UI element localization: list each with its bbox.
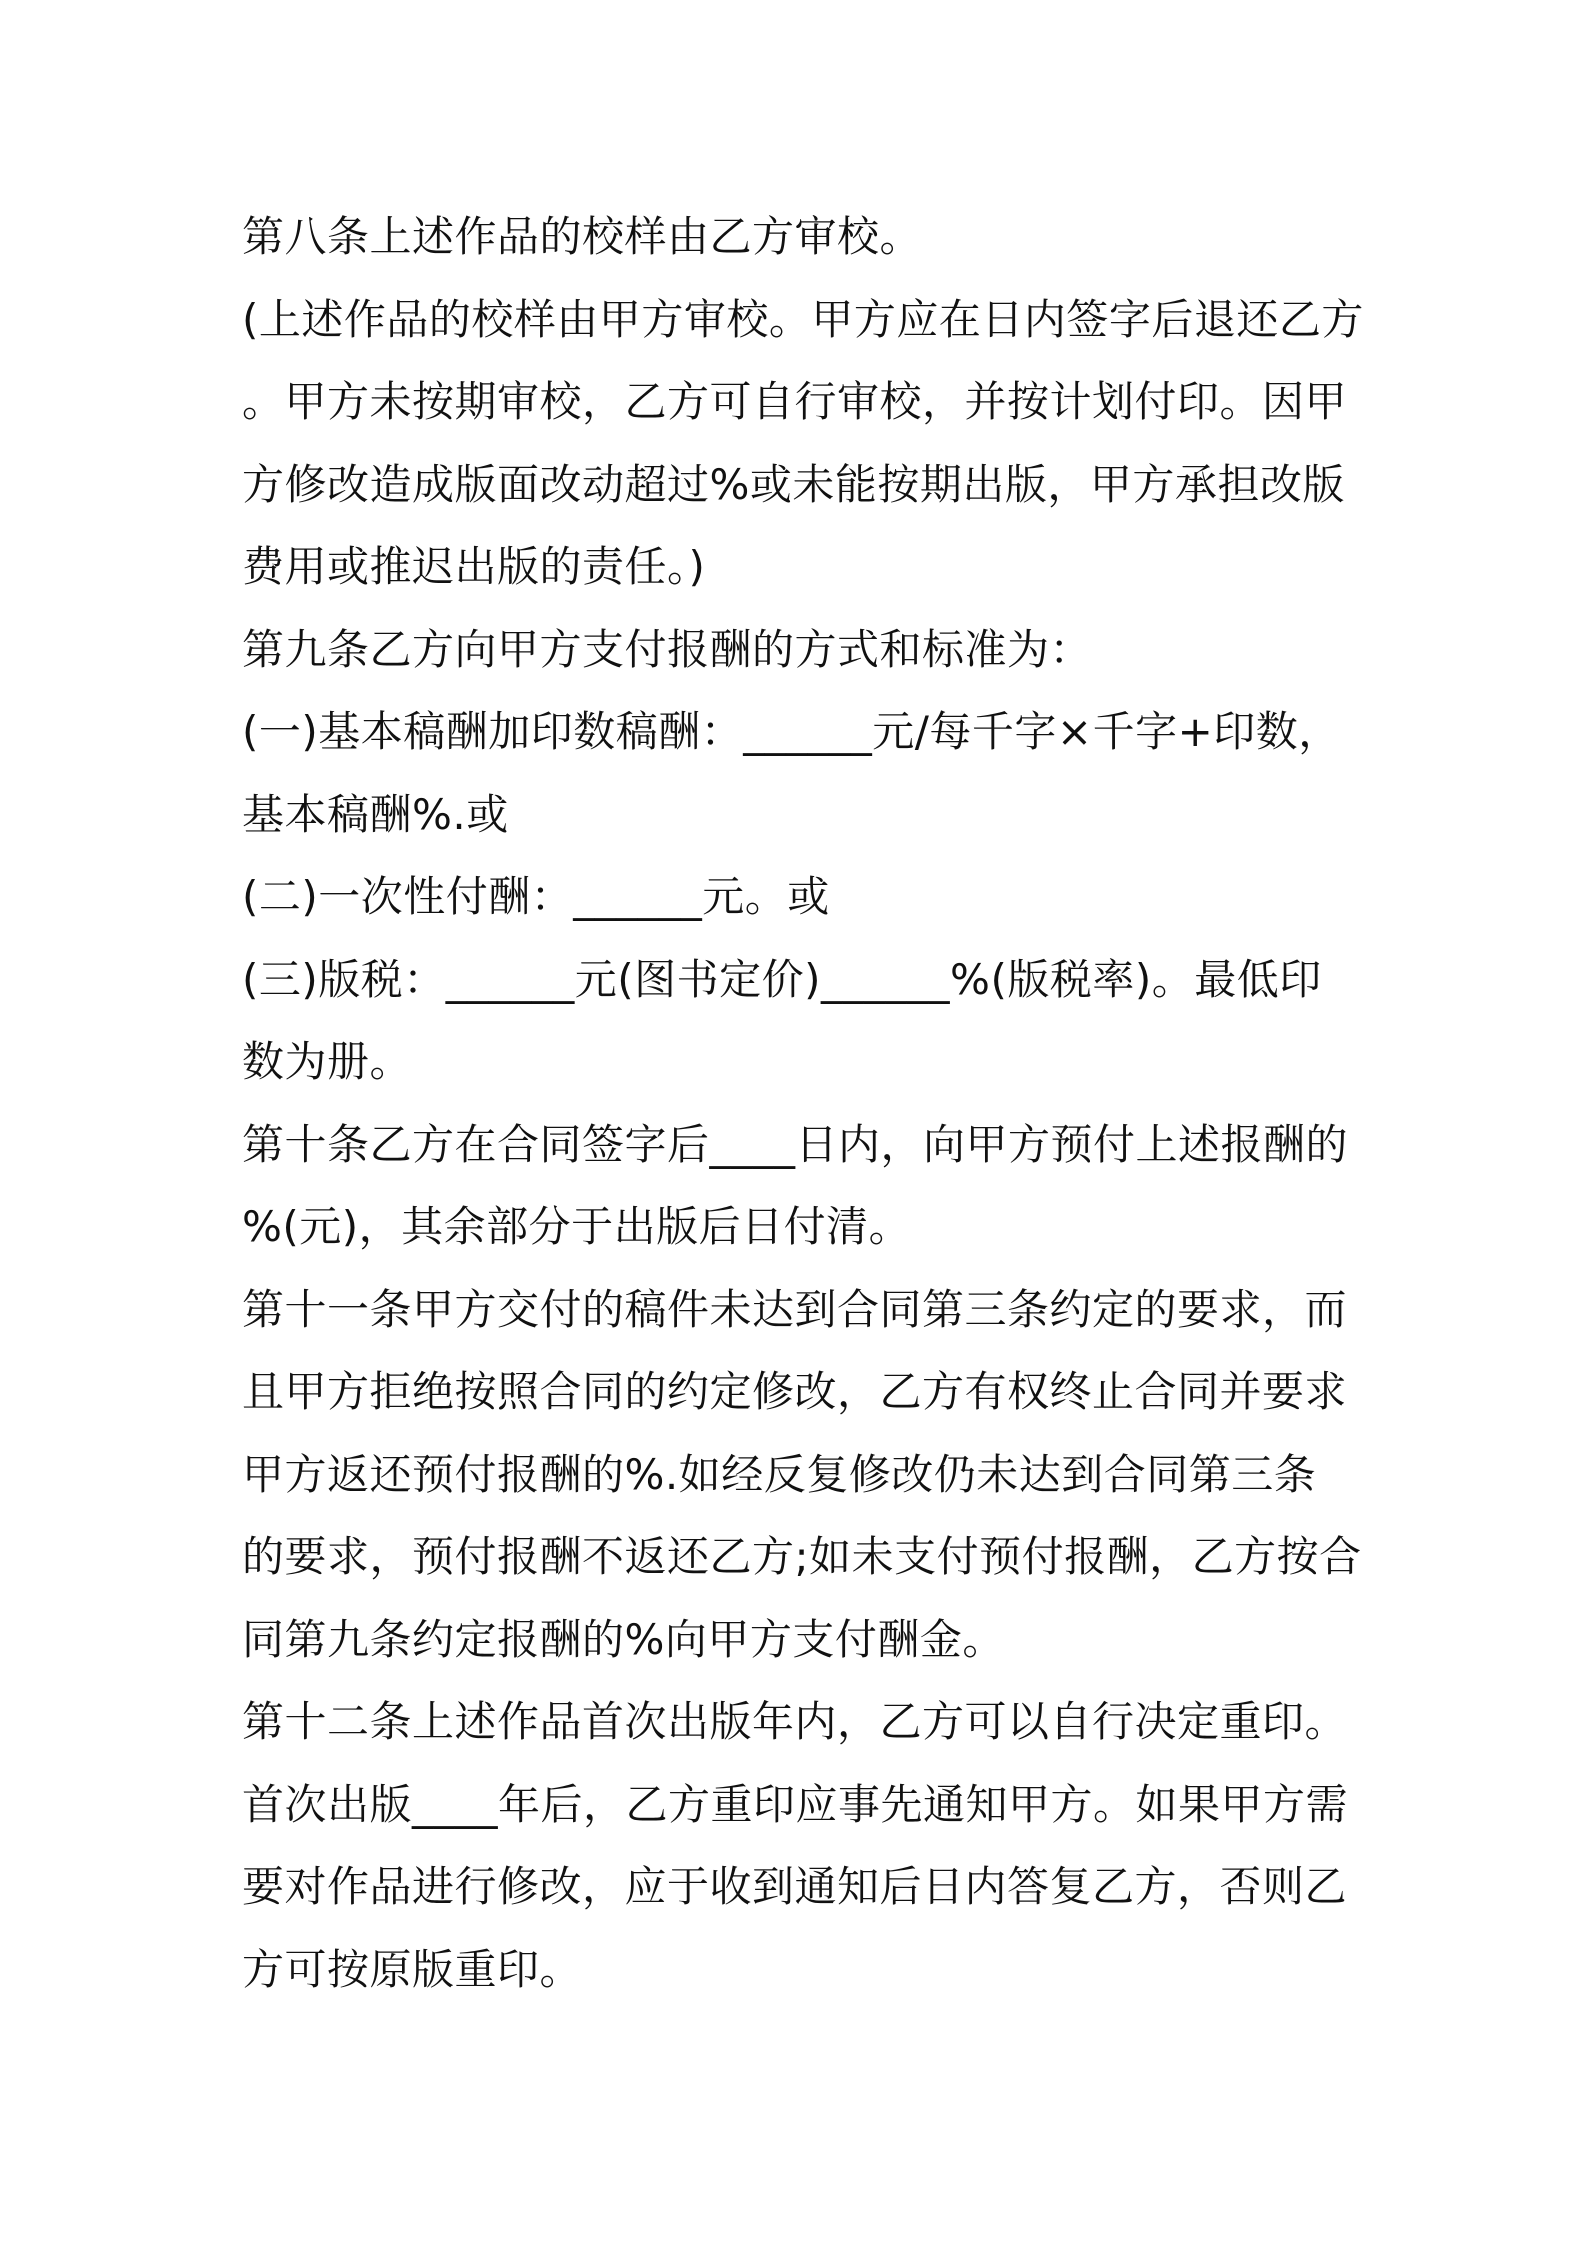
text-line: 方修改造成版面改动超过%或未能按期出版，甲方承担改版 [242,459,1345,509]
text-line: 且甲方拒绝按照合同的约定修改，乙方有权终止合同并要求 [242,1367,1348,1416]
document-body [242,196,1362,2011]
text-line: (上述作品的校样由甲方审校。甲方应在日内签字后退还乙方 [242,294,1364,344]
text-line: 第十二条上述作品首次出版年内，乙方可以自行决定重印。 [242,1697,1348,1746]
text-line: 第八条上述作品的校样由乙方审校。 [242,212,923,261]
text-line: (一)基本稿酬加印数稿酬：______元/每千字×千字+印数， [242,707,1341,756]
text-line: 的要求，预付报酬不返还乙方;如未支付预付报酬，乙方按合 [242,1532,1362,1581]
text-line: %(元)，其余部分于出版后日付清。 [242,1202,912,1251]
text-line: 费用或推迟出版的责任。) [242,542,706,591]
text-line: (二)一次性付酬：______元。或 [242,872,830,921]
text-line: 。甲方未按期审校，乙方可自行审校，并按计划付印。因甲 [242,377,1348,426]
text-line: 同第九条约定报酬的%向甲方支付酬金。 [242,1614,1005,1664]
text-line: 方可按原版重印。 [242,1944,583,1994]
text-line: 第十一条甲方交付的稿件未达到合同第三条约定的要求，而 [242,1284,1348,1334]
text-line: 首次出版____年后，乙方重印应事先通知甲方。如果甲方需 [242,1779,1349,1829]
text-line: 基本稿酬%.或 [242,789,509,839]
text-line: 甲方返还预付报酬的%.如经反复修改仍未达到合同第三条 [242,1449,1317,1499]
text-line: 数为册。 [242,1037,413,1086]
text-line: 第十条乙方在合同签字后____日内，向甲方预付上述报酬的 [242,1119,1349,1169]
text-line: 第九条乙方向甲方支付报酬的方式和标准为： [242,624,1093,674]
text-line: 要对作品进行修改，应于收到通知后日内答复乙方，否则乙 [242,1862,1348,1911]
text-line: (三)版税：______元(图书定价)______%(版税率)。最低印 [242,954,1322,1004]
